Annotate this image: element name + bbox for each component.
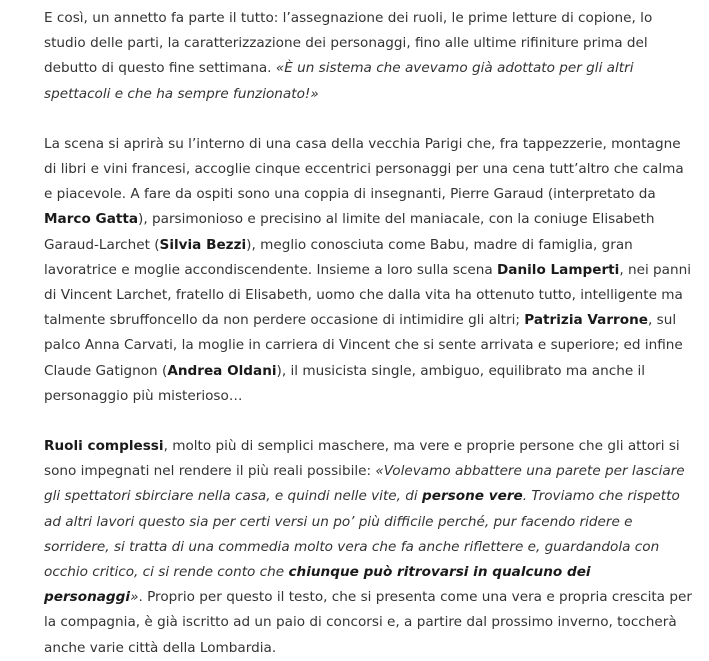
bold-run: Silvia Bezzi	[159, 236, 247, 253]
text-run: , molto più di semplici maschere, ma vere e proprie persone che gli attori si sono impegnati nel rendere il più reali possibile:	[44, 438, 680, 480]
text-run: , sul palco Anna Carvati, la moglie in carriera di Vincent che si sente arrivata e superiore; ed infine Claude Gatignon (	[44, 312, 683, 379]
article-body	[44, 6, 694, 661]
bold-run: Ruoli complessi	[44, 438, 164, 455]
text-run: ), meglio conosciuta come Babu, madre di famiglia, gran lavoratrice e moglie accondiscendente. Insieme a loro sulla scena	[44, 236, 633, 278]
text-run: La scena si aprirà su l’interno di una casa della vecchia Parigi che, fra tappezzerie, montagne di libri e vini francesi, accoglie cinque eccentrici personaggi per una cena tutt’altro che calma e piacevole. A fare da ospiti sono una coppia di insegnanti, Pierre Garaud (interpretato da	[44, 135, 684, 203]
paragraph-3	[44, 434, 694, 661]
italic-run: . Troviamo che rispetto ad altri lavori questo sia per certi versi un po’ più difficile perché, pur facendo ridere e sorridere, si tratta di una commedia molto vera che fa anche riflettere e, guardandola con occhio critico, ci si rende conto che	[44, 488, 680, 581]
paragraph-2	[44, 132, 694, 409]
text-run: , nei panni di Vincent Larchet, fratello di Elisabeth, uomo che dalla vita ha ottenuto tutto, intelligente ma talmente sbruffoncello da non perdere occasione di intimidire gli altri;	[44, 261, 692, 329]
text-run: ), il musicista single, ambiguo, equilibrato ma anche il personaggio più misterioso…	[44, 362, 646, 404]
bold-run: Marco Gatta	[44, 211, 139, 228]
bold-run: Andrea Oldani	[167, 362, 277, 379]
text-run: . Proprio per questo il testo, che si presenta come una vera e propria crescita per la compagnia, è già iscritto ad un paio di concorsi e, a partire dal prossimo inverno, toccherà anche varie città della Lombardia.	[44, 589, 692, 656]
bold-italic-run: chiunque può ritrovarsi in qualcuno dei personaggi	[44, 564, 591, 606]
italic-run: «È un sistema che avevamo già adottato per gli altri spettacoli e che ha sempre funzionato!»	[44, 60, 634, 102]
bold-italic-run: persone vere	[422, 488, 523, 505]
paragraph-1	[44, 6, 694, 107]
text-run: E così, un annetto fa parte il tutto: l’assegnazione dei ruoli, le prime letture di copione, lo studio delle parti, la caratterizzazione dei personaggi, fino alle ultime rifiniture prima del debutto di questo fine settimana.	[44, 10, 653, 77]
italic-run: «Volevamo abbattere una parete per lasciare gli spettatori sbirciare nella casa, e quindi nelle vite, di	[44, 463, 685, 505]
bold-run: Danilo Lamperti	[496, 261, 620, 278]
text-run: ), parsimonioso e precisino al limite del maniacale, con la coniuge Elisabeth Garaud-Larchet (	[44, 211, 655, 253]
italic-run: »	[130, 589, 139, 606]
bold-run: Patrizia Varrone	[524, 312, 648, 329]
